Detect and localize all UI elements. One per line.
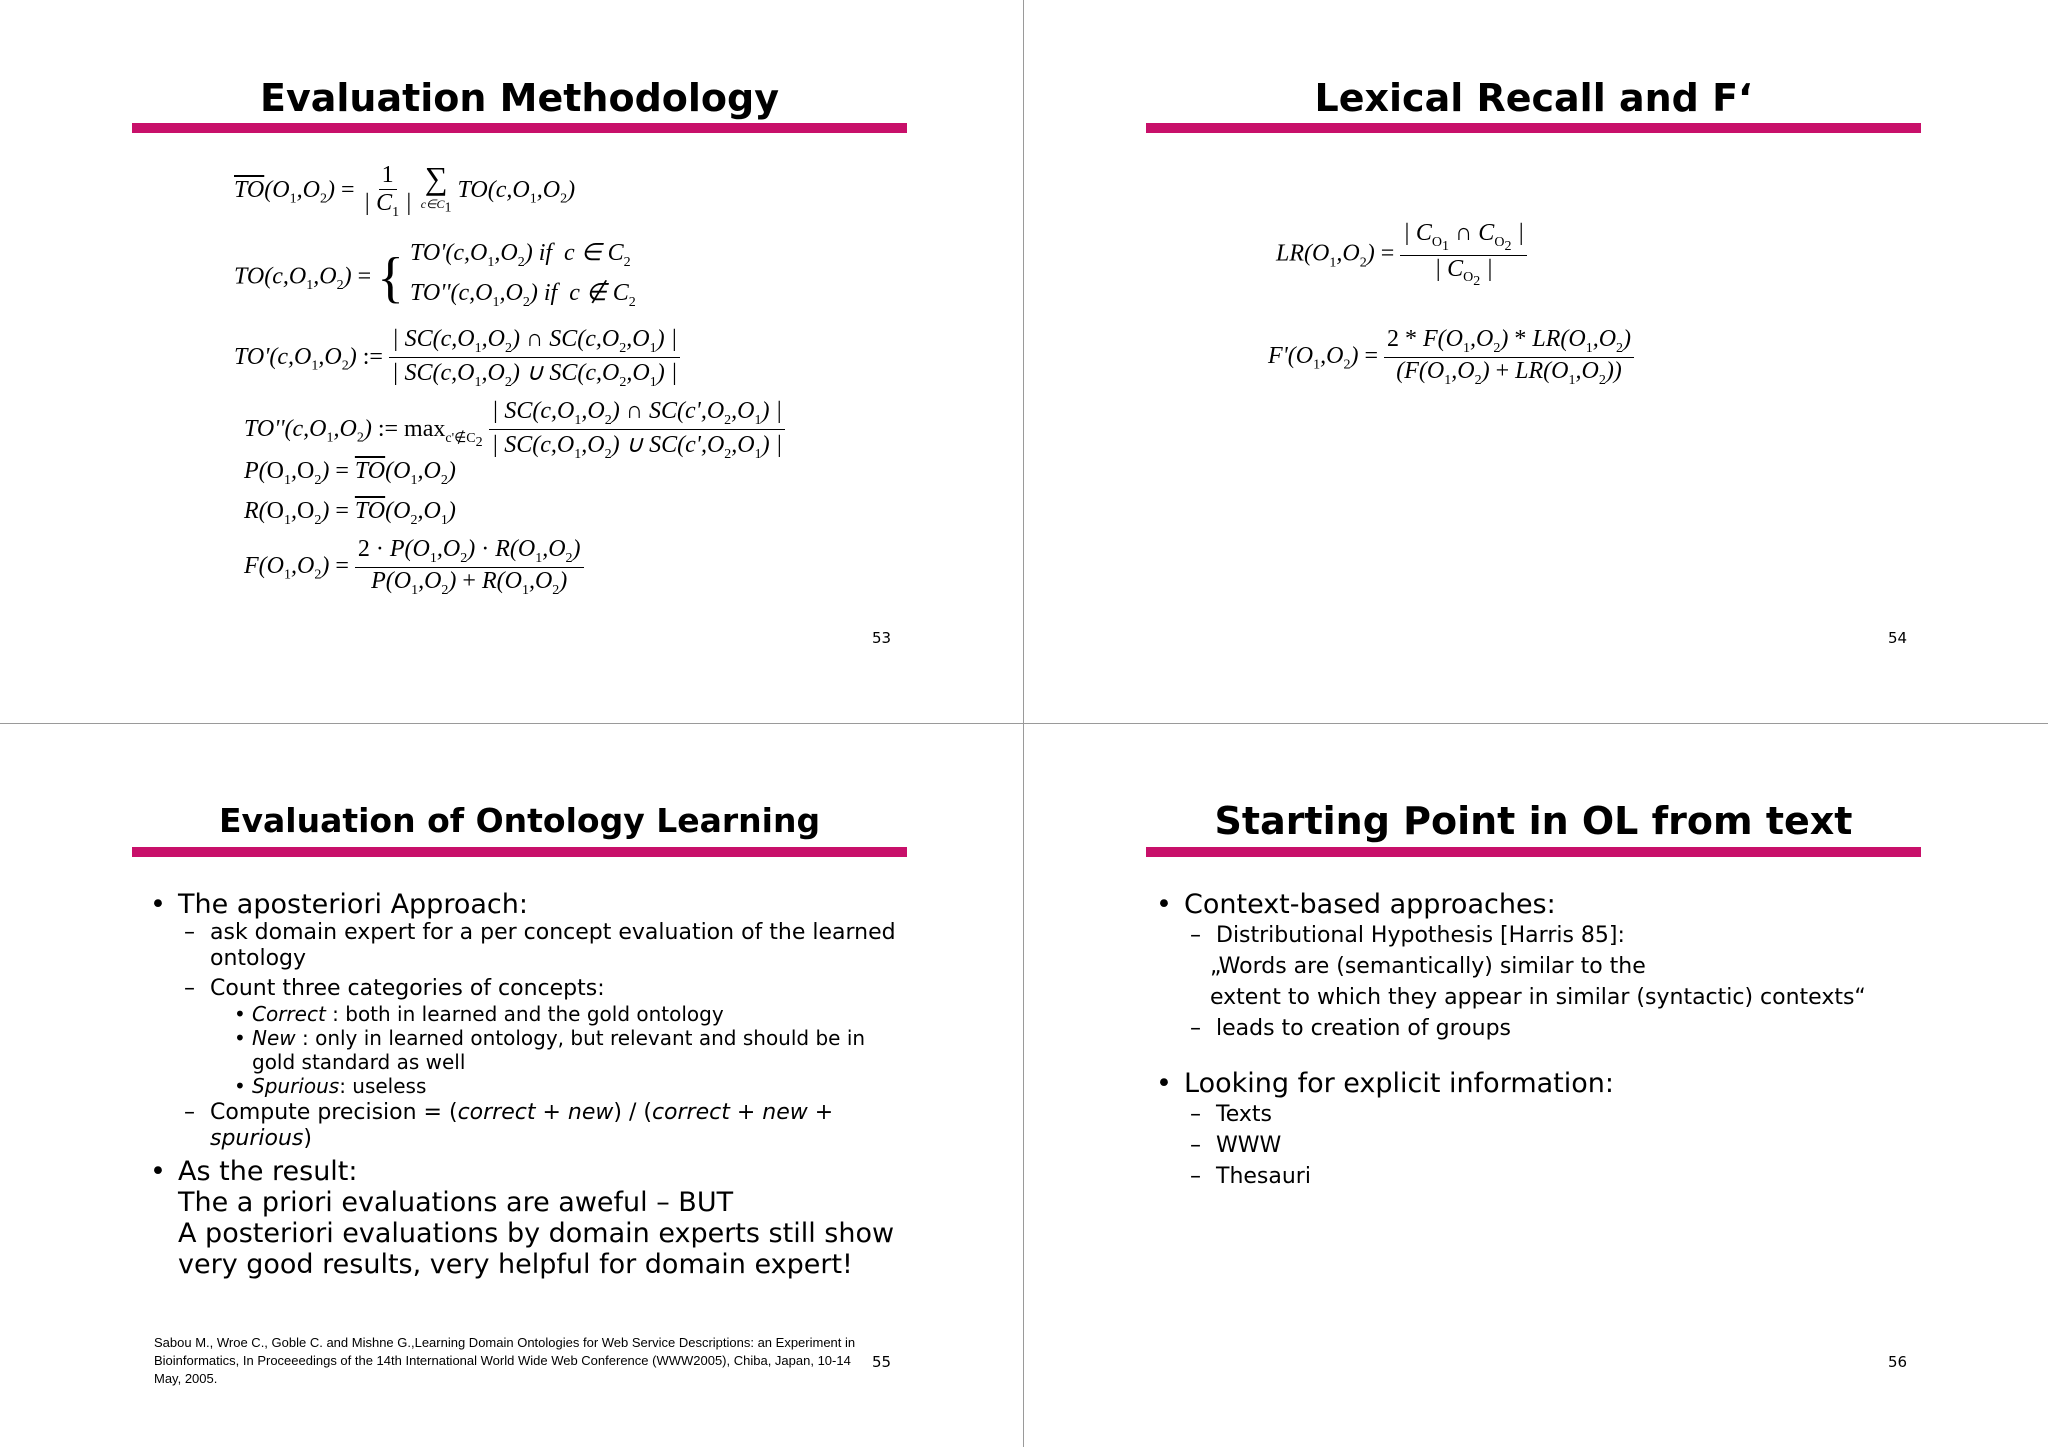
sub-bullet-www: – WWW: [1156, 1130, 1996, 1161]
slide-55: [0, 724, 1024, 1447]
slide-53: [0, 0, 1024, 724]
desc-correct: : both in learned and the gold ontology: [325, 1002, 724, 1026]
bullet-explicit-info: • Looking for explicit information:: [1156, 1068, 1996, 1099]
sub-bullet-count-categories: – Count three categories of concepts:: [150, 976, 910, 1002]
category-spurious: [150, 1074, 910, 1098]
slide-54: [1024, 0, 2048, 724]
slide-title: Evaluation of Ontology Learning: [218, 801, 821, 840]
compute-text: ) / (: [613, 1100, 652, 1125]
formula-f-measure: $F(O_1,O_2)$ = $\frac{2 \cdot P(O_1,O_2) \cdot R(O_1,O_2)}{P(O_1,O_2) + R(O_1,O_2)}$: [244, 536, 584, 599]
title-bar: [132, 123, 907, 133]
compute-text: ): [303, 1126, 312, 1151]
slide-title: Evaluation Methodology: [260, 76, 779, 120]
sub-bullet-ask-expert: – ask domain expert for a per concept evaluation of the learned ontology: [150, 920, 910, 972]
sub-bullet-thesauri: – Thesauri: [1156, 1161, 1996, 1192]
result-line: • As the result:: [178, 1156, 358, 1187]
page-number: 53: [872, 629, 892, 647]
compute-numerator: correct + new: [457, 1100, 614, 1125]
bullet-list: [1156, 889, 1996, 1192]
formula-to-avg: $\overline{TO}(O_1,O_2)$ = $\frac{1}{| C_1 |}$ ∑ $c\in C_1$ $TO(c,O_1,O_2)$: [234, 160, 576, 220]
result-line: The a priori evaluations are aweful – BUT: [178, 1187, 734, 1218]
quote-line: extent to which they appear in similar (syntactic) contexts“: [1210, 985, 1866, 1010]
formula-lexical-recall: $LR(O_1,O_2)$ = $\frac{| C_{O_1} \cap C_{O_2} |}{| C_{O_2} |}$: [1276, 220, 1527, 290]
result-line: A posteriori evaluations by domain experts still show: [178, 1218, 895, 1249]
page-number: 54: [1888, 629, 1908, 647]
formula-to-double-prime: $TO''(c,O_1,O_2)$ := $\max_{c'\notin C_2}$ $\frac{| SC(c,O_1,O_2) \cap SC(c',O_2,O_1) |}{| SC(c,O_1,O_2) \cup SC(c',O_2,O_1) |}$: [244, 398, 785, 463]
distributional-hypothesis: – Distributional Hypothesis [Harris 85]:: [1216, 923, 1625, 948]
formula-f-prime: $F'(O_1,O_2)$ = $\frac{2 * F(O_1,O_2) * LR(O_1,O_2)}{(F(O_1,O_2) + LR(O_1,O_2))}$: [1268, 326, 1634, 389]
bullet-result: [150, 1156, 910, 1280]
term-correct: Correct: [252, 1002, 326, 1026]
slide-title: Lexical Recall and F‘: [1314, 76, 1753, 120]
sub-bullet-texts: – Texts: [1156, 1099, 1996, 1130]
title-bar: [1146, 847, 1921, 857]
desc-spurious: : useless: [339, 1074, 427, 1098]
title-bar: [132, 847, 907, 857]
bullet-list: [150, 889, 910, 1280]
sub-bullet-groups: – leads to creation of groups: [1156, 1013, 1996, 1044]
term-new: New: [252, 1026, 296, 1050]
compute-denominator: correct + new + spurious: [210, 1100, 834, 1151]
page-number: 56: [1888, 1353, 1908, 1371]
slide-title: Starting Point in OL from text: [1214, 799, 1853, 843]
desc-new: : only in learned ontology, but relevant and should be in gold standard as well: [252, 1026, 866, 1074]
formula-to-cases: $TO(c,O_1,O_2)$ = { $TO'(c,O_1,O_2)$ if c ∈ $C_2$ $TO''(c,O_1,O_2)$ if c ∉ $C_2$: [234, 240, 636, 310]
formula-to-prime: $TO'(c,O_1,O_2)$ := $\frac{| SC(c,O_1,O_2) \cap SC(c,O_2,O_1) |}{| SC(c,O_1,O_2) \cup SC(c,O_2,O_1) |}$: [234, 326, 680, 391]
quote-line: „Words are (semantically) similar to the: [1210, 954, 1646, 979]
slide-56: [1024, 724, 2048, 1447]
bullet-aposteriori: • The aposteriori Approach:: [150, 889, 910, 920]
formula-precision: $P(O_1,O_2) = \overline{TO}(O_1,O_2)$: [244, 458, 456, 488]
citation: Sabou M., Wroe C., Goble C. and Mishne G.,Learning Domain Ontologies for Web Service Descriptions: an Experiment in Bioinformatics, In Proceeedings of the 14th International World Wide Web Conference (WWW2005), Chiba, Japan, 10-14 May, 2005.: [154, 1335, 856, 1386]
formula-recall: $R(O_1,O_2) = \overline{TO}(O_2,O_1)$: [244, 498, 456, 528]
compute-text: Compute precision = (: [210, 1100, 458, 1125]
category-new: [150, 1026, 910, 1074]
bullet-context-based: • Context-based approaches:: [1156, 889, 1996, 920]
sub-bullet-compute-precision: [150, 1100, 910, 1152]
spacer: [1156, 1044, 1996, 1068]
page-number: 55: [872, 1353, 892, 1371]
title-bar: [1146, 123, 1921, 133]
sub-bullet-distributional: [1156, 920, 1996, 1013]
category-correct: [150, 1002, 910, 1026]
term-spurious: Spurious: [252, 1074, 340, 1098]
result-line: very good results, very helpful for domain expert!: [178, 1249, 853, 1280]
